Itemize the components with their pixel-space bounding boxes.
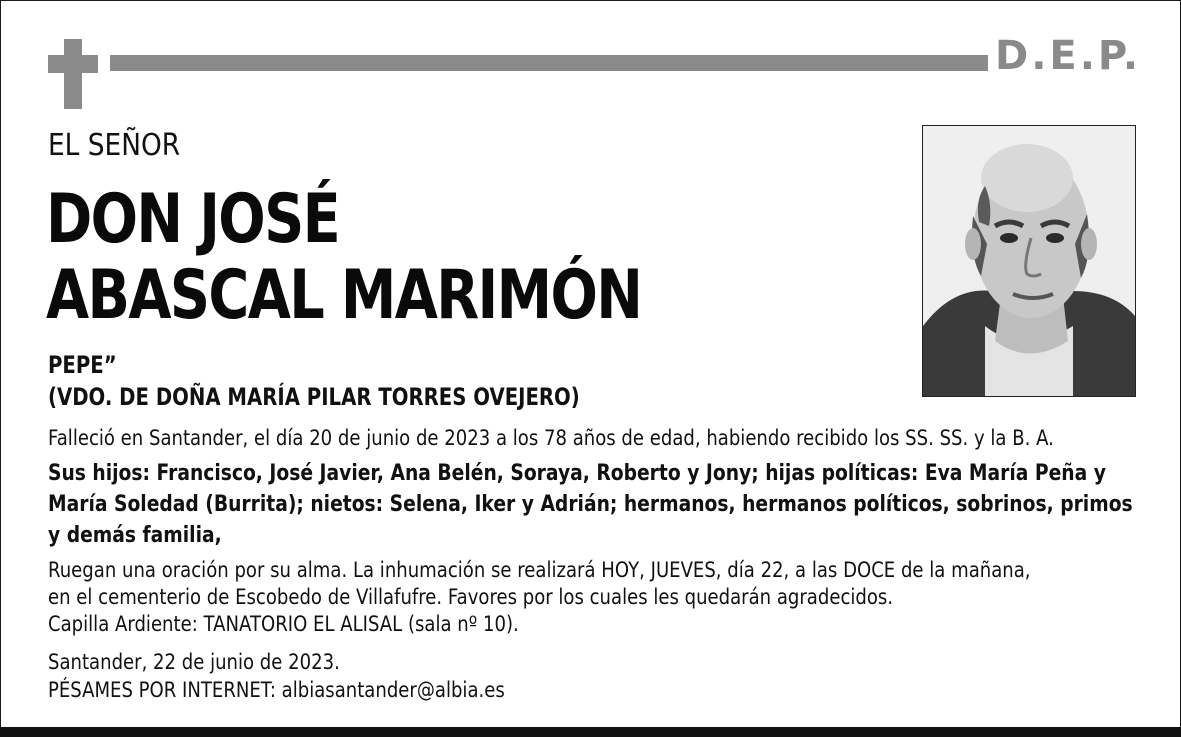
family-line-1: Sus hijos: Francisco, José Javier, Ana Belén, Soraya, Roberto y Jony; hijas políticas: Eva María Peña y <box>48 461 1106 486</box>
deceased-name-line1: DON JOSÉ <box>46 180 340 259</box>
portrait-illustration <box>923 126 1135 396</box>
portrait-photo <box>922 125 1136 397</box>
cross-icon-bar <box>48 55 98 73</box>
header-rule <box>110 55 988 71</box>
honorific-title: EL SEÑOR <box>48 128 181 163</box>
family-line-3: y demás familia, <box>48 523 222 548</box>
prayer-line-1: Ruegan una oración por su alma. La inhumación se realizará HOY, JUEVES, día 22, a las DOCE de la mañana, <box>48 558 1031 582</box>
place-date: Santander, 22 de junio de 2023. <box>48 650 340 674</box>
death-notice: Falleció en Santander, el día 20 de junio de 2023 a los 78 años de edad, habiendo recibido los SS. SS. y la B. A. <box>48 426 1054 450</box>
deceased-name-line2: ABASCAL MARIMÓN <box>46 256 642 335</box>
prayer-line-2: en el cementerio de Escobedo de Villafufre. Favores por los cuales les quedarán agradecidos. <box>48 585 894 609</box>
widower-of: (VDO. DE DOÑA MARÍA PILAR TORRES OVEJERO) <box>48 383 580 411</box>
condolences-contact: PÉSAMES POR INTERNET: albiasantander@albia.es <box>48 678 505 702</box>
cross-icon <box>64 39 82 109</box>
nickname: PEPE” <box>48 351 117 379</box>
bottom-border-bar <box>0 727 1181 737</box>
family-line-2: María Soledad (Burrita); nietos: Selena, Iker y Adrián; hermanos, hermanos políticos, sobrinos, primos <box>48 492 1133 517</box>
chapel-info: Capilla Ardiente: TANATORIO EL ALISAL (sala nº 10). <box>48 612 519 636</box>
dep-label: D.E.P. <box>995 33 1142 79</box>
